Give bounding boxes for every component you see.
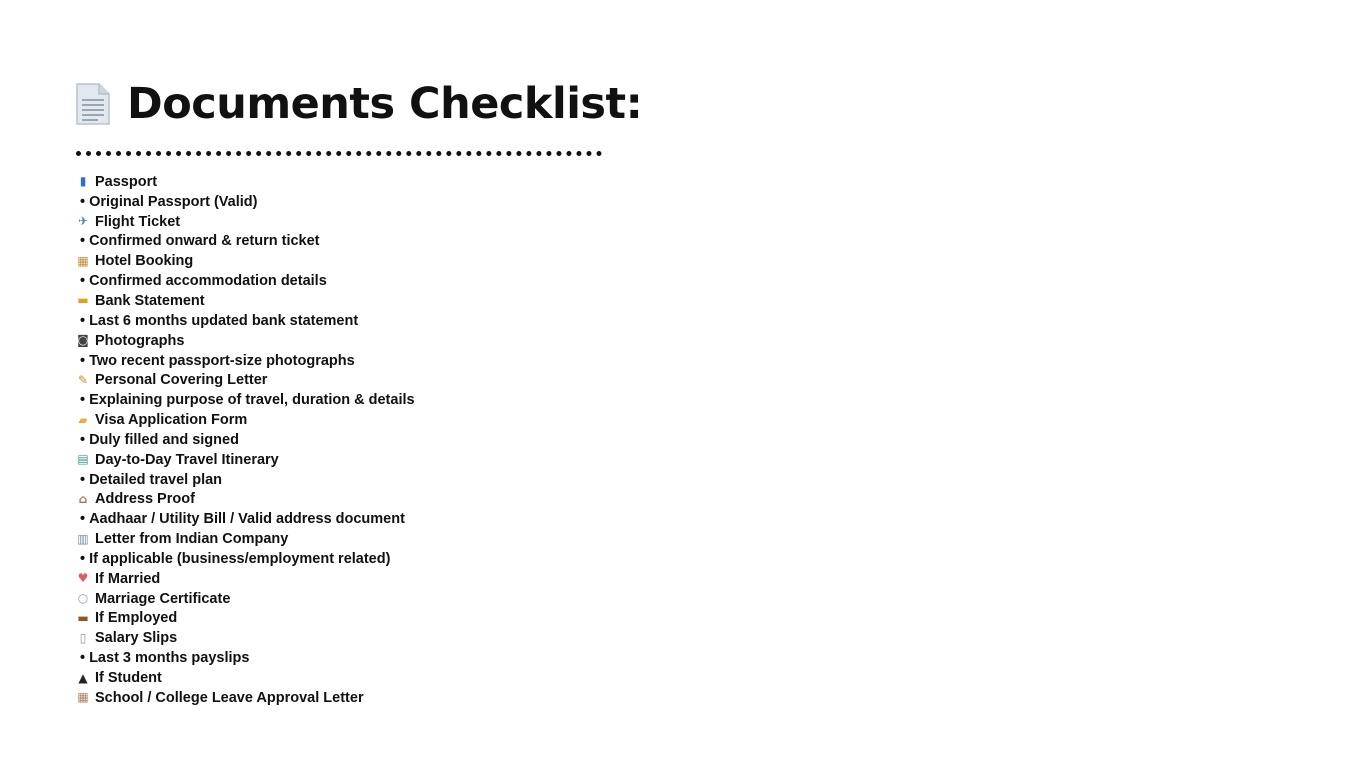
checklist (75, 172, 675, 708)
item-label: Hotel Booking (95, 253, 194, 270)
checklist-item (75, 331, 675, 351)
bullet-icon: • (80, 550, 86, 567)
item-label: Letter from Indian Company (95, 531, 289, 548)
checklist-item (75, 450, 675, 470)
memo-icon: ✎ (77, 372, 89, 387)
subitem-text: Duly filled and signed (89, 431, 239, 448)
bullet-icon: • (80, 431, 86, 448)
document-icon (75, 82, 111, 126)
graduation-cap-icon: ▲ (78, 670, 88, 685)
checklist-item (75, 291, 675, 311)
wedding-couple-icon: ♥ (77, 571, 89, 586)
subitem-text: Last 6 months updated bank statement (89, 312, 359, 329)
checklist-subitem (75, 271, 675, 291)
checklist-item (75, 490, 675, 510)
bullet-icon: • (80, 392, 86, 409)
checklist-subitem (75, 232, 675, 252)
item-label: If Employed (95, 610, 178, 627)
subitem-text: If applicable (business/employment related) (89, 550, 391, 567)
camera-icon: ◙ (77, 333, 89, 348)
item-label: School / College Leave Approval Letter (95, 689, 364, 706)
briefcase-icon: ▬ (77, 610, 89, 625)
bullet-icon: • (80, 312, 86, 329)
blue-book-icon: ▮ (79, 174, 87, 189)
subitem-text: Confirmed accommodation details (89, 273, 327, 290)
checklist-item (75, 609, 675, 629)
checklist-subitem (75, 648, 675, 668)
item-label: Flight Ticket (95, 213, 181, 230)
item-label: Marriage Certificate (95, 590, 231, 607)
office-building-icon: ▥ (77, 531, 89, 546)
item-label: Personal Covering Letter (95, 372, 268, 389)
ring-icon: ○ (77, 591, 89, 606)
checklist-subitem (75, 351, 675, 371)
airplane-icon: ✈ (77, 214, 89, 229)
checklist-subitem (75, 470, 675, 490)
checklist-item (75, 688, 675, 708)
checklist-item (75, 212, 675, 232)
item-label: Address Proof (95, 491, 195, 508)
subitem-text: Confirmed onward & return ticket (89, 233, 320, 250)
credit-card-icon: ▬ (77, 293, 89, 308)
house-icon: ⌂ (78, 491, 88, 506)
checklist-subitem (75, 430, 675, 450)
page-icon: ▯ (79, 630, 87, 645)
item-label: Visa Application Form (95, 412, 248, 429)
checklist-subitem (75, 311, 675, 331)
item-label: If Married (95, 570, 161, 587)
bullet-icon: • (80, 273, 86, 290)
item-label: Photographs (95, 332, 185, 349)
bullet-icon: • (80, 352, 86, 369)
school-icon: ▦ (77, 690, 89, 705)
checklist-item (75, 529, 675, 549)
checklist-item (75, 410, 675, 430)
subitem-text: Last 3 months payslips (89, 650, 250, 667)
dotted-divider (76, 151, 602, 156)
bullet-icon: • (80, 511, 86, 528)
item-label: Day-to-Day Travel Itinerary (95, 451, 279, 468)
checklist-subitem (75, 390, 675, 410)
item-label: Salary Slips (95, 630, 178, 647)
item-label: If Student (95, 670, 162, 687)
checklist-item (75, 370, 675, 390)
checklist-subitem (75, 192, 675, 212)
folder-icon: ▰ (78, 412, 88, 427)
subitem-text: Detailed travel plan (89, 471, 223, 488)
subitem-text: Two recent passport-size photographs (89, 352, 355, 369)
subitem-text: Aadhaar / Utility Bill / Valid address document (89, 511, 405, 528)
bullet-icon: • (80, 650, 86, 667)
bullet-icon: • (80, 471, 86, 488)
checklist-item (75, 172, 675, 192)
map-icon: ▤ (77, 452, 89, 467)
checklist-subitem (75, 509, 675, 529)
checklist-item (75, 628, 675, 648)
subitem-text: Original Passport (Valid) (89, 193, 258, 210)
checklist-item (75, 589, 675, 609)
checklist-item (75, 569, 675, 589)
title-row (75, 78, 642, 130)
page-title: Documents Checklist: (127, 79, 643, 129)
item-label: Passport (95, 173, 158, 190)
subitem-text: Explaining purpose of travel, duration & details (89, 392, 415, 409)
bullet-icon: • (80, 233, 86, 250)
checklist-subitem (75, 549, 675, 569)
bullet-icon: • (80, 193, 86, 210)
checklist-item (75, 668, 675, 688)
item-label: Bank Statement (95, 292, 205, 309)
hotel-icon: ▦ (77, 253, 89, 268)
checklist-item (75, 251, 675, 271)
